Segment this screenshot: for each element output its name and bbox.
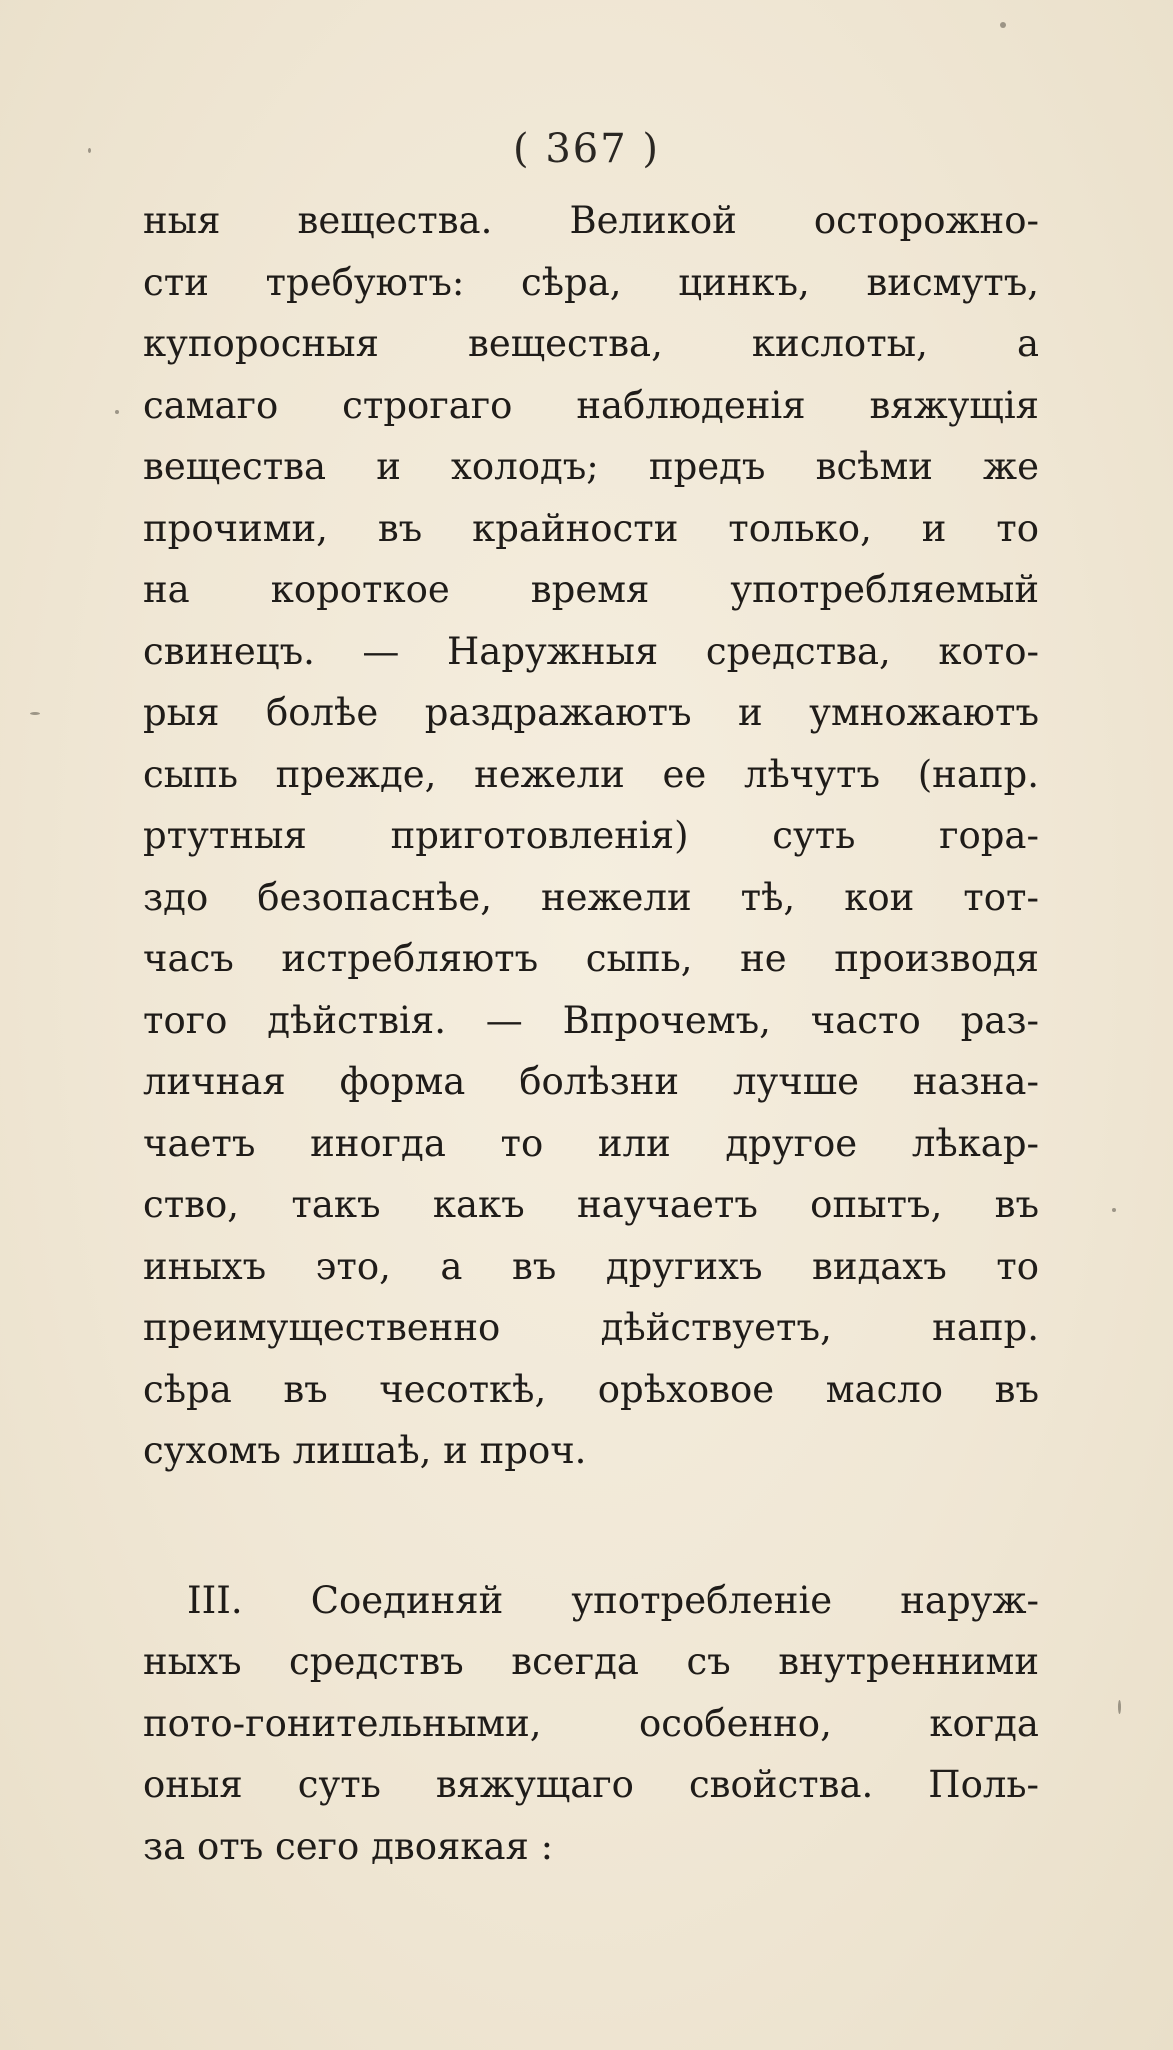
text-line: сыпь прежде, нежели ее лѣчутъ (напр. bbox=[143, 752, 1039, 796]
ink-speck bbox=[115, 410, 119, 414]
paragraph bbox=[143, 190, 1039, 1482]
ink-speck bbox=[30, 712, 40, 715]
text-line: вещества и холодъ; предъ всѣми же bbox=[143, 445, 1039, 488]
text-line: пото-гонительными, особенно, когда bbox=[143, 1701, 1039, 1745]
text-line: сти требуютъ: сѣра, цинкъ, висмутъ, bbox=[143, 260, 1039, 304]
text-line: купоросныя вещества, кислоты, а bbox=[143, 322, 1039, 365]
text-line: сѣра въ чесоткѣ, орѣховое масло въ bbox=[143, 1367, 1039, 1411]
text-line: того дѣйствія. — Впрочемъ, часто раз- bbox=[143, 998, 1039, 1042]
text-line: сухомъ лишаѣ, и проч. bbox=[143, 1429, 587, 1472]
ink-speck bbox=[1118, 1700, 1121, 1714]
text-line: свинецъ. — Наружныя средства, кото- bbox=[143, 629, 1039, 673]
text-line: самаго строгаго наблюденія вяжущія bbox=[143, 383, 1039, 427]
text-line: на короткое время употребляемый bbox=[143, 568, 1039, 611]
text-line: ртутныя приготовленія) суть гора- bbox=[143, 814, 1039, 857]
text-line: за отъ сего двоякая : bbox=[143, 1824, 554, 1868]
page-number: ( 367 ) bbox=[513, 126, 660, 172]
ink-speck bbox=[1000, 22, 1006, 28]
ink-speck bbox=[1112, 1208, 1116, 1212]
body-text bbox=[143, 190, 1039, 1877]
paragraph-gap bbox=[143, 1482, 1039, 1570]
text-line: прочими, въ крайности только, и то bbox=[143, 506, 1039, 550]
text-line: иныхъ это, а въ другихъ видахъ то bbox=[143, 1244, 1039, 1288]
text-line: преимущественно дѣйствуетъ, напр. bbox=[143, 1306, 1039, 1349]
text-line: ныхъ средствъ всегда съ внутренними bbox=[143, 1640, 1039, 1683]
text-line: рыя болѣе раздражаютъ и умножаютъ bbox=[143, 691, 1039, 734]
text-line: ныя вещества. Великой осторожно- bbox=[143, 199, 1039, 242]
paragraph bbox=[143, 1570, 1039, 1878]
text-line: оныя суть вяжущаго свойства. Поль- bbox=[143, 1763, 1039, 1806]
text-line: ство, такъ какъ научаетъ опытъ, въ bbox=[143, 1183, 1039, 1226]
text-line: здо безопаснѣе, нежели тѣ, кои тот- bbox=[143, 875, 1039, 919]
text-line: III. Соединяй употребленіе наруж- bbox=[187, 1578, 1039, 1622]
text-line: личная форма болѣзни лучше назна- bbox=[143, 1060, 1039, 1103]
text-line: чаетъ иногда то или другое лѣкар- bbox=[143, 1121, 1039, 1165]
text-line: часъ истребляютъ сыпь, не производя bbox=[143, 937, 1039, 980]
